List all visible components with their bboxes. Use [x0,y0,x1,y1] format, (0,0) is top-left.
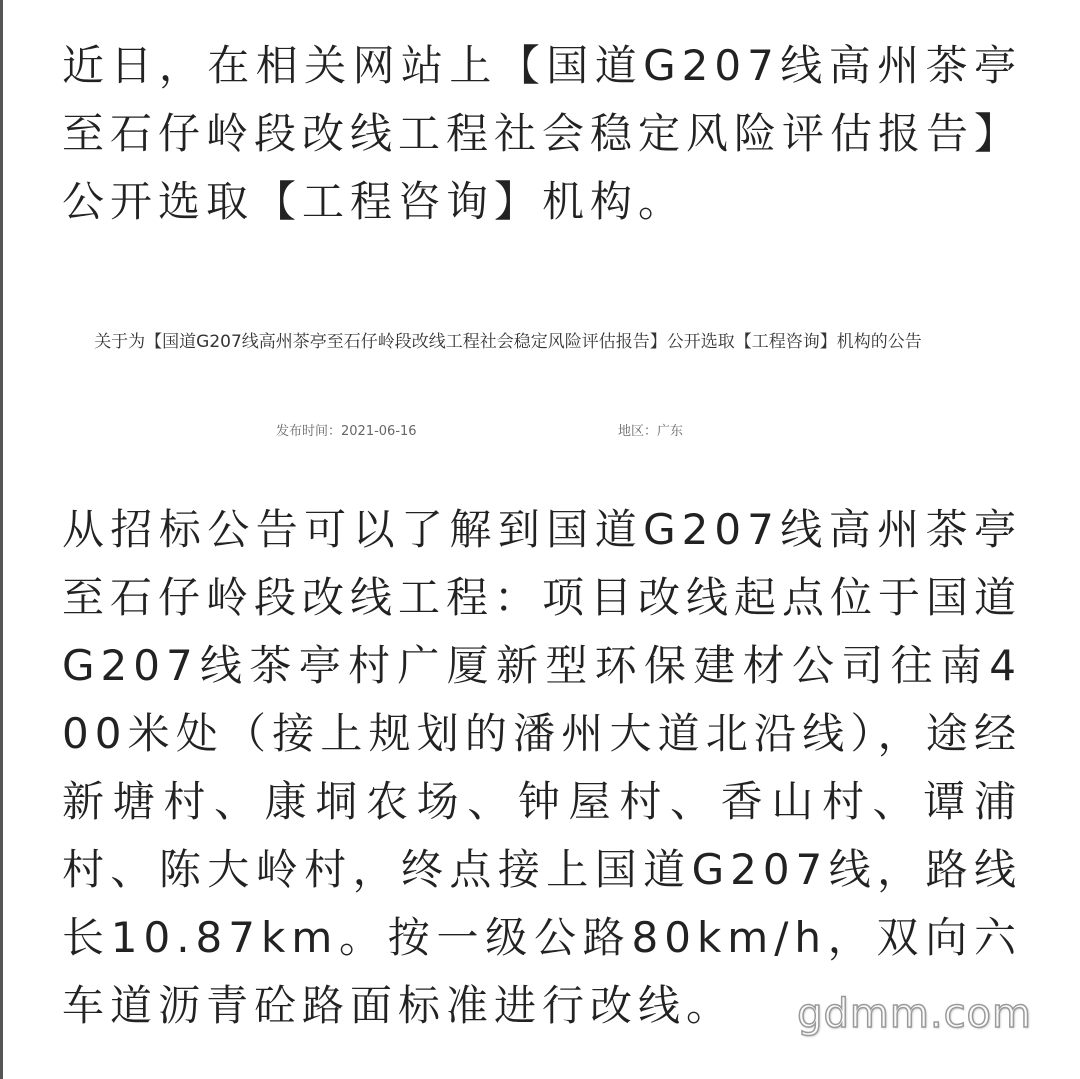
notice-region: 地区：广东 [618,424,684,439]
intro-paragraph: 近日，在相关网站上【国道G207线高州茶亭至石仔岭段改线工程社会稳定风险评估报告】公开选取【工程咨询】机构。 [62,41,1023,226]
notice-publish-time: 发布时间：2021-06-16 [276,424,417,439]
page-left-border [0,0,3,1079]
project-description-paragraph: 从招标公告可以了解到国道G207线高州茶亭至石仔岭段改线工程：项目改线起点位于国道G207线茶亭村广厦新型环保建材公司往南400米处（接上规划的潘州大道北沿线），途经新塘村、康垌农场、钟屋村、香山村、谭浦村、陈大岭村，终点接上国道G207线，路线长10.87km。按一级公路80km/h，双向六车道沥青砼路面标准进行改线。 [62,505,1023,1030]
site-watermark: gdmm.com [797,991,1032,1037]
notice-title: 关于为【国道G207线高州茶亭至石仔岭段改线工程社会稳定风险评估报告】公开选取【工程咨询】机构的公告 [94,332,922,352]
